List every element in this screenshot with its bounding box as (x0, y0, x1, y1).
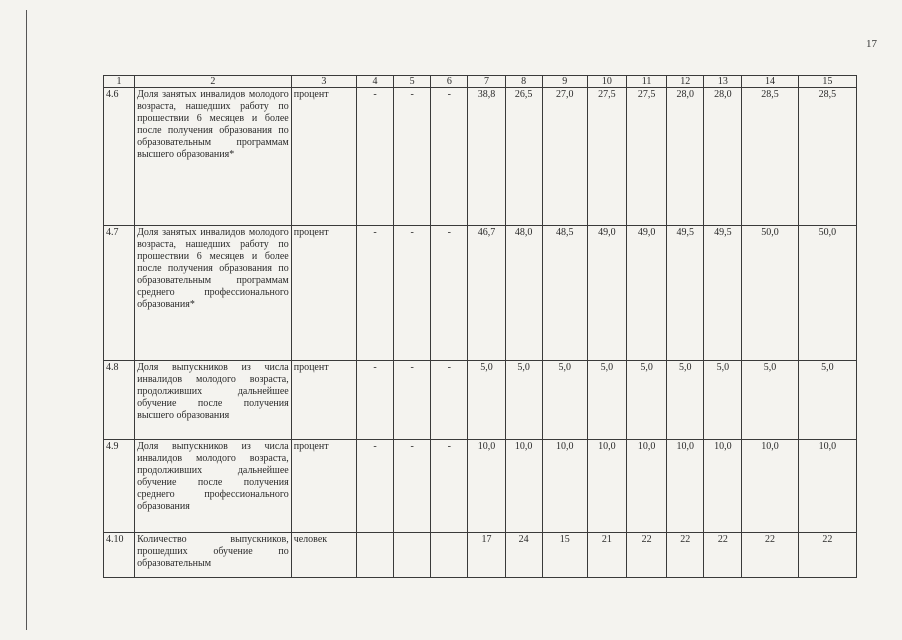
row-number: 4.9 (104, 440, 135, 533)
value-cell: 24 (505, 533, 542, 578)
value-cell: 22 (626, 533, 666, 578)
value-cell: 28,0 (667, 88, 704, 226)
row-number: 4.10 (104, 533, 135, 578)
value-cell (394, 533, 431, 578)
value-cell: 49,0 (587, 226, 626, 361)
header-cell: 14 (742, 76, 798, 88)
value-cell: 5,0 (542, 361, 587, 440)
value-cell: 5,0 (742, 361, 798, 440)
value-cell: 27,5 (626, 88, 666, 226)
value-cell: - (394, 88, 431, 226)
page-left-edge (26, 10, 27, 630)
value-cell: 10,0 (704, 440, 742, 533)
value-cell: - (394, 226, 431, 361)
header-cell: 9 (542, 76, 587, 88)
header-cell: 15 (798, 76, 856, 88)
value-cell: - (431, 88, 468, 226)
unit-cell: процент (291, 226, 356, 361)
value-cell: - (431, 361, 468, 440)
value-cell: 46,7 (468, 226, 505, 361)
value-cell: 48,0 (505, 226, 542, 361)
value-cell: 5,0 (505, 361, 542, 440)
indicator-name: Доля занятых инвалидов молодого возраста, нашедших работу по прошествии 6 месяцев и более после получения образования по образовательным программам высшего образования* (135, 88, 292, 226)
value-cell: 28,5 (742, 88, 798, 226)
value-cell: - (356, 226, 393, 361)
row-number: 4.8 (104, 361, 135, 440)
value-cell: 10,0 (542, 440, 587, 533)
table-row (104, 361, 857, 440)
table-row (104, 88, 857, 226)
unit-cell: процент (291, 361, 356, 440)
unit-cell: человек (291, 533, 356, 578)
indicator-name: Доля выпускников из числа инвалидов молодого возраста, продолживших дальнейшее обучение после получения высшего образования (135, 361, 292, 440)
value-cell: 48,5 (542, 226, 587, 361)
value-cell: 22 (798, 533, 856, 578)
value-cell: 26,5 (505, 88, 542, 226)
value-cell: 17 (468, 533, 505, 578)
value-cell: - (431, 226, 468, 361)
header-cell: 1 (104, 76, 135, 88)
table-row (104, 226, 857, 361)
value-cell: 27,5 (587, 88, 626, 226)
value-cell: 50,0 (798, 226, 856, 361)
value-cell: 27,0 (542, 88, 587, 226)
value-cell: 10,0 (798, 440, 856, 533)
header-cell: 11 (626, 76, 666, 88)
value-cell: 50,0 (742, 226, 798, 361)
value-cell: 10,0 (505, 440, 542, 533)
page-number: 17 (866, 38, 877, 50)
value-cell: - (431, 440, 468, 533)
value-cell: 28,0 (704, 88, 742, 226)
table-row (104, 440, 857, 533)
header-cell: 5 (394, 76, 431, 88)
value-cell: 49,0 (626, 226, 666, 361)
header-cell: 13 (704, 76, 742, 88)
value-cell: 21 (587, 533, 626, 578)
value-cell: 10,0 (468, 440, 505, 533)
header-cell: 6 (431, 76, 468, 88)
header-row (104, 76, 857, 88)
value-cell: 38,8 (468, 88, 505, 226)
unit-cell: процент (291, 88, 356, 226)
value-cell (431, 533, 468, 578)
row-number: 4.6 (104, 88, 135, 226)
value-cell: 22 (667, 533, 704, 578)
value-cell: 5,0 (626, 361, 666, 440)
value-cell: 10,0 (626, 440, 666, 533)
value-cell: 5,0 (587, 361, 626, 440)
value-cell: 22 (704, 533, 742, 578)
value-cell: 10,0 (587, 440, 626, 533)
header-cell: 2 (135, 76, 292, 88)
value-cell: - (394, 440, 431, 533)
value-cell: 5,0 (798, 361, 856, 440)
header-cell: 10 (587, 76, 626, 88)
header-cell: 7 (468, 76, 505, 88)
unit-cell: процент (291, 440, 356, 533)
header-cell: 4 (356, 76, 393, 88)
indicators-table (103, 75, 857, 578)
value-cell: 10,0 (742, 440, 798, 533)
indicator-name: Доля выпускников из числа инвалидов молодого возраста, продолживших дальнейшее обучение после получения среднего профессионального образования (135, 440, 292, 533)
table-row (104, 533, 857, 578)
value-cell: 49,5 (667, 226, 704, 361)
value-cell (356, 533, 393, 578)
header-cell: 3 (291, 76, 356, 88)
value-cell: - (356, 88, 393, 226)
value-cell: - (356, 440, 393, 533)
indicator-name: Доля занятых инвалидов молодого возраста, нашедших работу по прошествии 6 месяцев и более после получения образования по образовательным программам среднего профессионального образования* (135, 226, 292, 361)
row-number: 4.7 (104, 226, 135, 361)
value-cell: 5,0 (468, 361, 505, 440)
value-cell: 22 (742, 533, 798, 578)
header-cell: 8 (505, 76, 542, 88)
value-cell: 28,5 (798, 88, 856, 226)
value-cell: - (394, 361, 431, 440)
value-cell: - (356, 361, 393, 440)
header-cell: 12 (667, 76, 704, 88)
value-cell: 15 (542, 533, 587, 578)
value-cell: 5,0 (667, 361, 704, 440)
value-cell: 10,0 (667, 440, 704, 533)
indicator-name: Количество выпускников, прошедших обучение по образовательным (135, 533, 292, 578)
value-cell: 5,0 (704, 361, 742, 440)
value-cell: 49,5 (704, 226, 742, 361)
